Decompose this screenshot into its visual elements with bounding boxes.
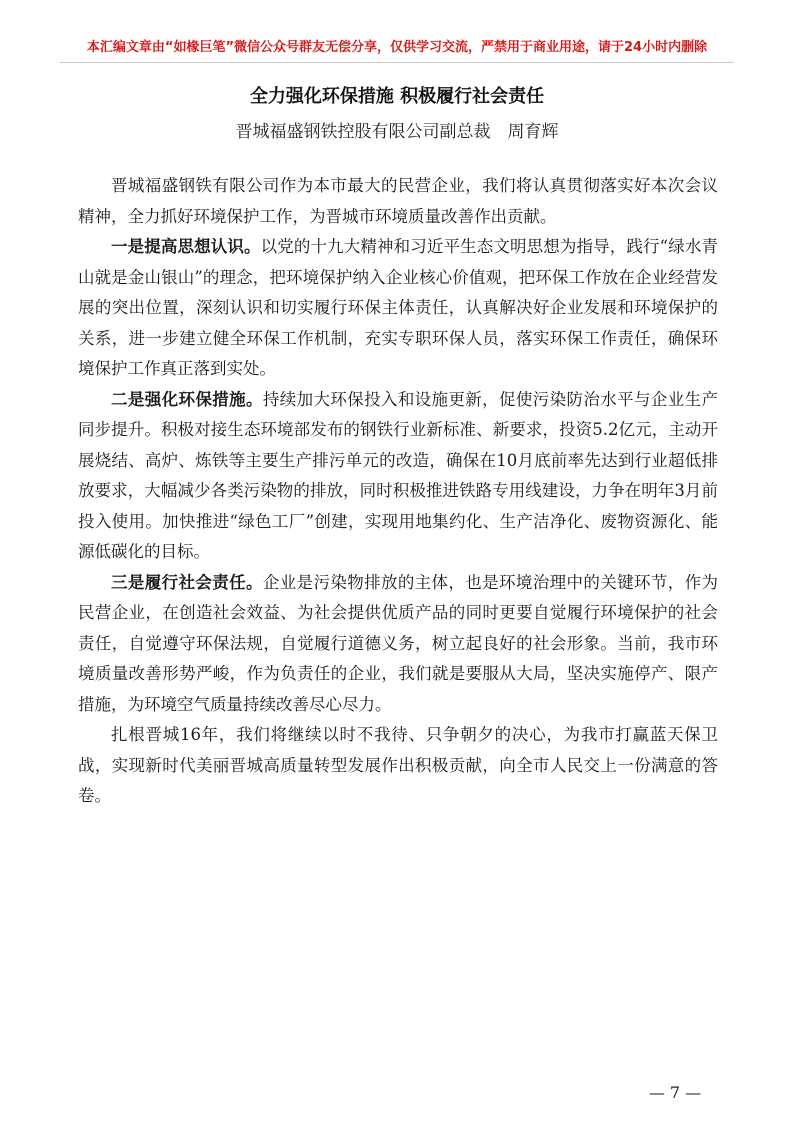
paragraph-lead: 三是履行社会责任。 [111,572,263,592]
banner-divider [60,62,734,63]
paragraph-point-3 [78,568,718,721]
paragraph-text: 持续加大环保投入和设施更新，促使污染防治水平与企业生产同步提升。积极对接生态环境部发布的钢铁行业新标准、新要求，投资5.2亿元，主动开展烧结、高炉、炼铁等主要生产排污单元的改造，确保在10月底前率先达到行业超低排放要求，大幅减少各类污染物的排放，同时积极推进铁路专用线建设，力争在明年3月前投入使用。加快推进“绿色工厂”创建，实现用地集约化、生产洁净化、废物资源化、能源低碳化的目标。 [78,389,719,561]
paragraph-conclusion [78,720,718,812]
paragraph-text: 以党的十九大精神和习近平生态文明思想为指导，践行“绿水青山就是金山银山”的理念，把环境保护纳入企业核心价值观，把环保工作放在企业经营发展的突出位置，深刻认识和切实履行环保主体责任，认真解决好企业发展和环境保护的关系，进一步建立健全环保工作机制，充实专职环保人员，落实环保工作责任，确保环境保护工作真正落到实处。 [78,237,718,378]
paragraph-point-2 [78,385,718,568]
page-number: — 7 — [648,1083,702,1102]
paragraph-text: 扎根晋城16年，我们将继续以时不我待、只争朝夕的决心，为我市打赢蓝天保卫战，实现新时代美丽晋城高质量转型发展作出积极贡献，向全市人民交上一份满意的答卷。 [78,725,718,805]
paragraph-text: 晋城福盛钢铁有限公司作为本市最大的民营企业，我们将认真贯彻落实好本次会议精神，全力抓好环境保护工作，为晋城市环境质量改善作出贡献。 [78,176,718,226]
article-author: 晋城福盛钢铁控股有限公司副总裁 周育辉 [235,122,559,142]
article-title: 全力强化环保措施 积极履行社会责任 [249,86,545,107]
paragraph-lead: 二是强化环保措施。 [111,389,263,409]
copyright-banner: 本汇编文章由“如椽巨笔”微信公众号群友无偿分享，仅供学习交流，严禁用于商业用途，请于24小时内删除 [86,40,708,55]
paragraph-intro [78,171,718,232]
paragraph-point-1 [78,232,718,385]
article-body [78,171,718,812]
paragraph-lead: 一是提高思想认识。 [111,237,261,256]
paragraph-text: 企业是污染物排放的主体，也是环境治理中的关键环节，作为民营企业，在创造社会效益、为社会提供优质产品的同时更要自觉履行环境保护的社会责任，自觉遵守环保法规，自觉履行道德义务，树立起良好的社会形象。当前，我市环境质量改善形势严峻，作为负责任的企业，我们就是要服从大局，坚决实施停产、限产措施，为环境空气质量持续改善尽心尽力。 [78,572,719,714]
